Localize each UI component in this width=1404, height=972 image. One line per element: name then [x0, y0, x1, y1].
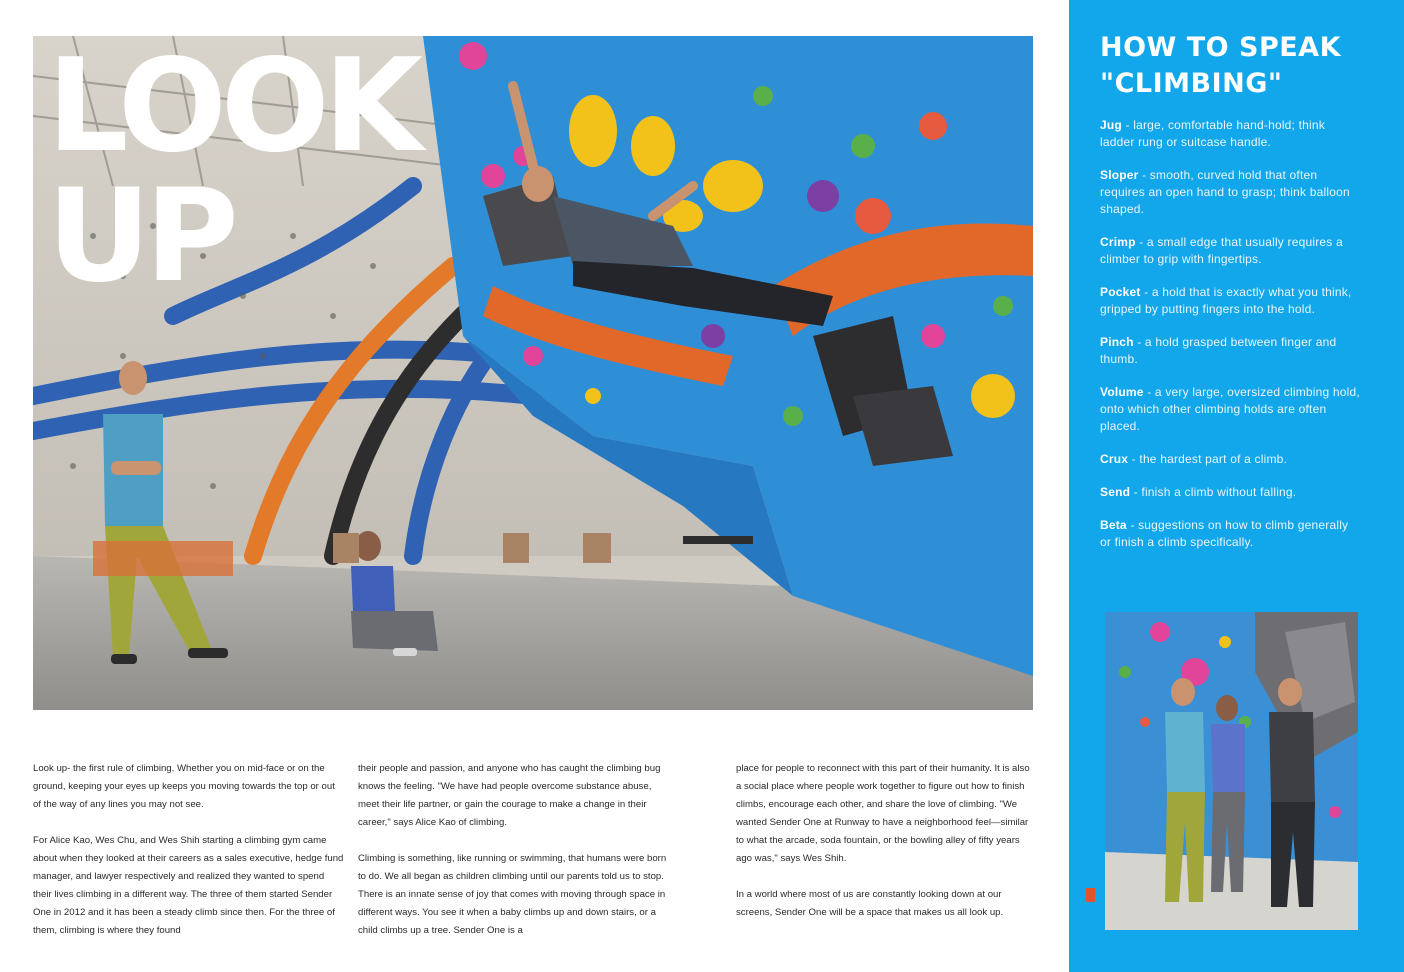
article-column-3 — [736, 760, 1036, 940]
founders-photo-illustration — [1105, 612, 1358, 930]
paragraph: their people and passion, and anyone who has caught the climbing bug knows the feeling. "We have had people overcome substance abuse, meet their life partner, or gain the courage to make a change in their career," says Alice Kao of climbing. — [358, 763, 661, 828]
paragraph: place for people to reconnect with this part of their humanity. It is also a social place where people work together to figure out how to finish climbs, encourage each other, and share the love of climbing. "We wanted Sender One at Runway to have a neighborhood feel—similar to what the arcade, soda fountain, or the bowling alley of fifty years ago was," says Wes Shih. — [736, 763, 1030, 864]
sidebar-title: HOW TO SPEAK "CLIMBING" — [1100, 32, 1341, 99]
glossary-item — [1100, 334, 1360, 368]
article-column-2 — [358, 760, 670, 958]
page-marker — [1086, 888, 1095, 902]
glossary-definition: - a hold grasped between finger and thumb. — [1100, 335, 1337, 366]
paragraph: For Alice Kao, Wes Chu, and Wes Shih starting a climbing gym came about when they looked at their careers as a sales executive, hedge fund manager, and lawyer respectively and realized they wanted to spend their lives climbing in a different way. The three of them started Sender One in 2012 and it has been a steady climb since then. For the three of them, climbing is where they found — [33, 835, 344, 936]
paragraph: In a world where most of us are constantly looking down at our screens, Sender One will be a space that makes us all look up. — [736, 889, 1004, 918]
glossary-item — [1100, 284, 1360, 318]
paragraph: Look up- the first rule of climbing. Whether you on mid-face or on the ground, keeping your eyes up keeps you moving towards the top or out of the way of any lines you may not see. — [33, 763, 335, 810]
hero-title: LOOK UP — [47, 36, 417, 311]
glossary-item — [1100, 167, 1360, 218]
glossary-item — [1100, 451, 1360, 468]
glossary-term: Send — [1100, 485, 1131, 499]
glossary-list — [1100, 117, 1360, 567]
glossary-term: Crimp — [1100, 235, 1136, 249]
glossary-item — [1100, 517, 1360, 551]
glossary-item — [1100, 384, 1360, 435]
hero-photo — [33, 36, 1033, 710]
glossary-definition: - a hold that is exactly what you think, gripped by putting fingers into the hold. — [1100, 285, 1352, 316]
glossary-definition: - a very large, oversized climbing hold, onto which other climbing holds are often placed. — [1100, 385, 1360, 433]
glossary-item — [1100, 484, 1360, 501]
glossary-sidebar — [1069, 0, 1404, 972]
glossary-term: Pocket — [1100, 285, 1141, 299]
glossary-term: Jug — [1100, 118, 1122, 132]
glossary-definition: - the hardest part of a climb. — [1128, 452, 1288, 466]
glossary-term: Volume — [1100, 385, 1144, 399]
founders-photo — [1105, 612, 1358, 930]
glossary-item — [1100, 234, 1360, 268]
article-column-1 — [33, 760, 345, 958]
glossary-term: Pinch — [1100, 335, 1134, 349]
glossary-definition: - suggestions on how to climb generally or finish a climb specifically. — [1100, 518, 1349, 549]
paragraph: Climbing is something, like running or swimming, that humans were born to do. We all began as children climbing until our parents told us to stop. There is an innate sense of joy that comes with moving through space in different ways. You see it when a baby climbs up and down stairs, or a child climbs up a tree. Sender One is a — [358, 853, 667, 936]
glossary-term: Sloper — [1100, 168, 1139, 182]
glossary-term: Beta — [1100, 518, 1127, 532]
glossary-definition: - smooth, curved hold that often requires an open hand to grasp; think balloon shaped. — [1100, 168, 1350, 216]
glossary-definition: - a small edge that usually requires a climber to grip with fingertips. — [1100, 235, 1343, 266]
glossary-item — [1100, 117, 1360, 151]
glossary-definition: - finish a climb without falling. — [1130, 485, 1297, 499]
glossary-definition: - large, comfortable hand-hold; think ladder rung or suitcase handle. — [1100, 118, 1325, 149]
glossary-term: Crux — [1100, 452, 1129, 466]
